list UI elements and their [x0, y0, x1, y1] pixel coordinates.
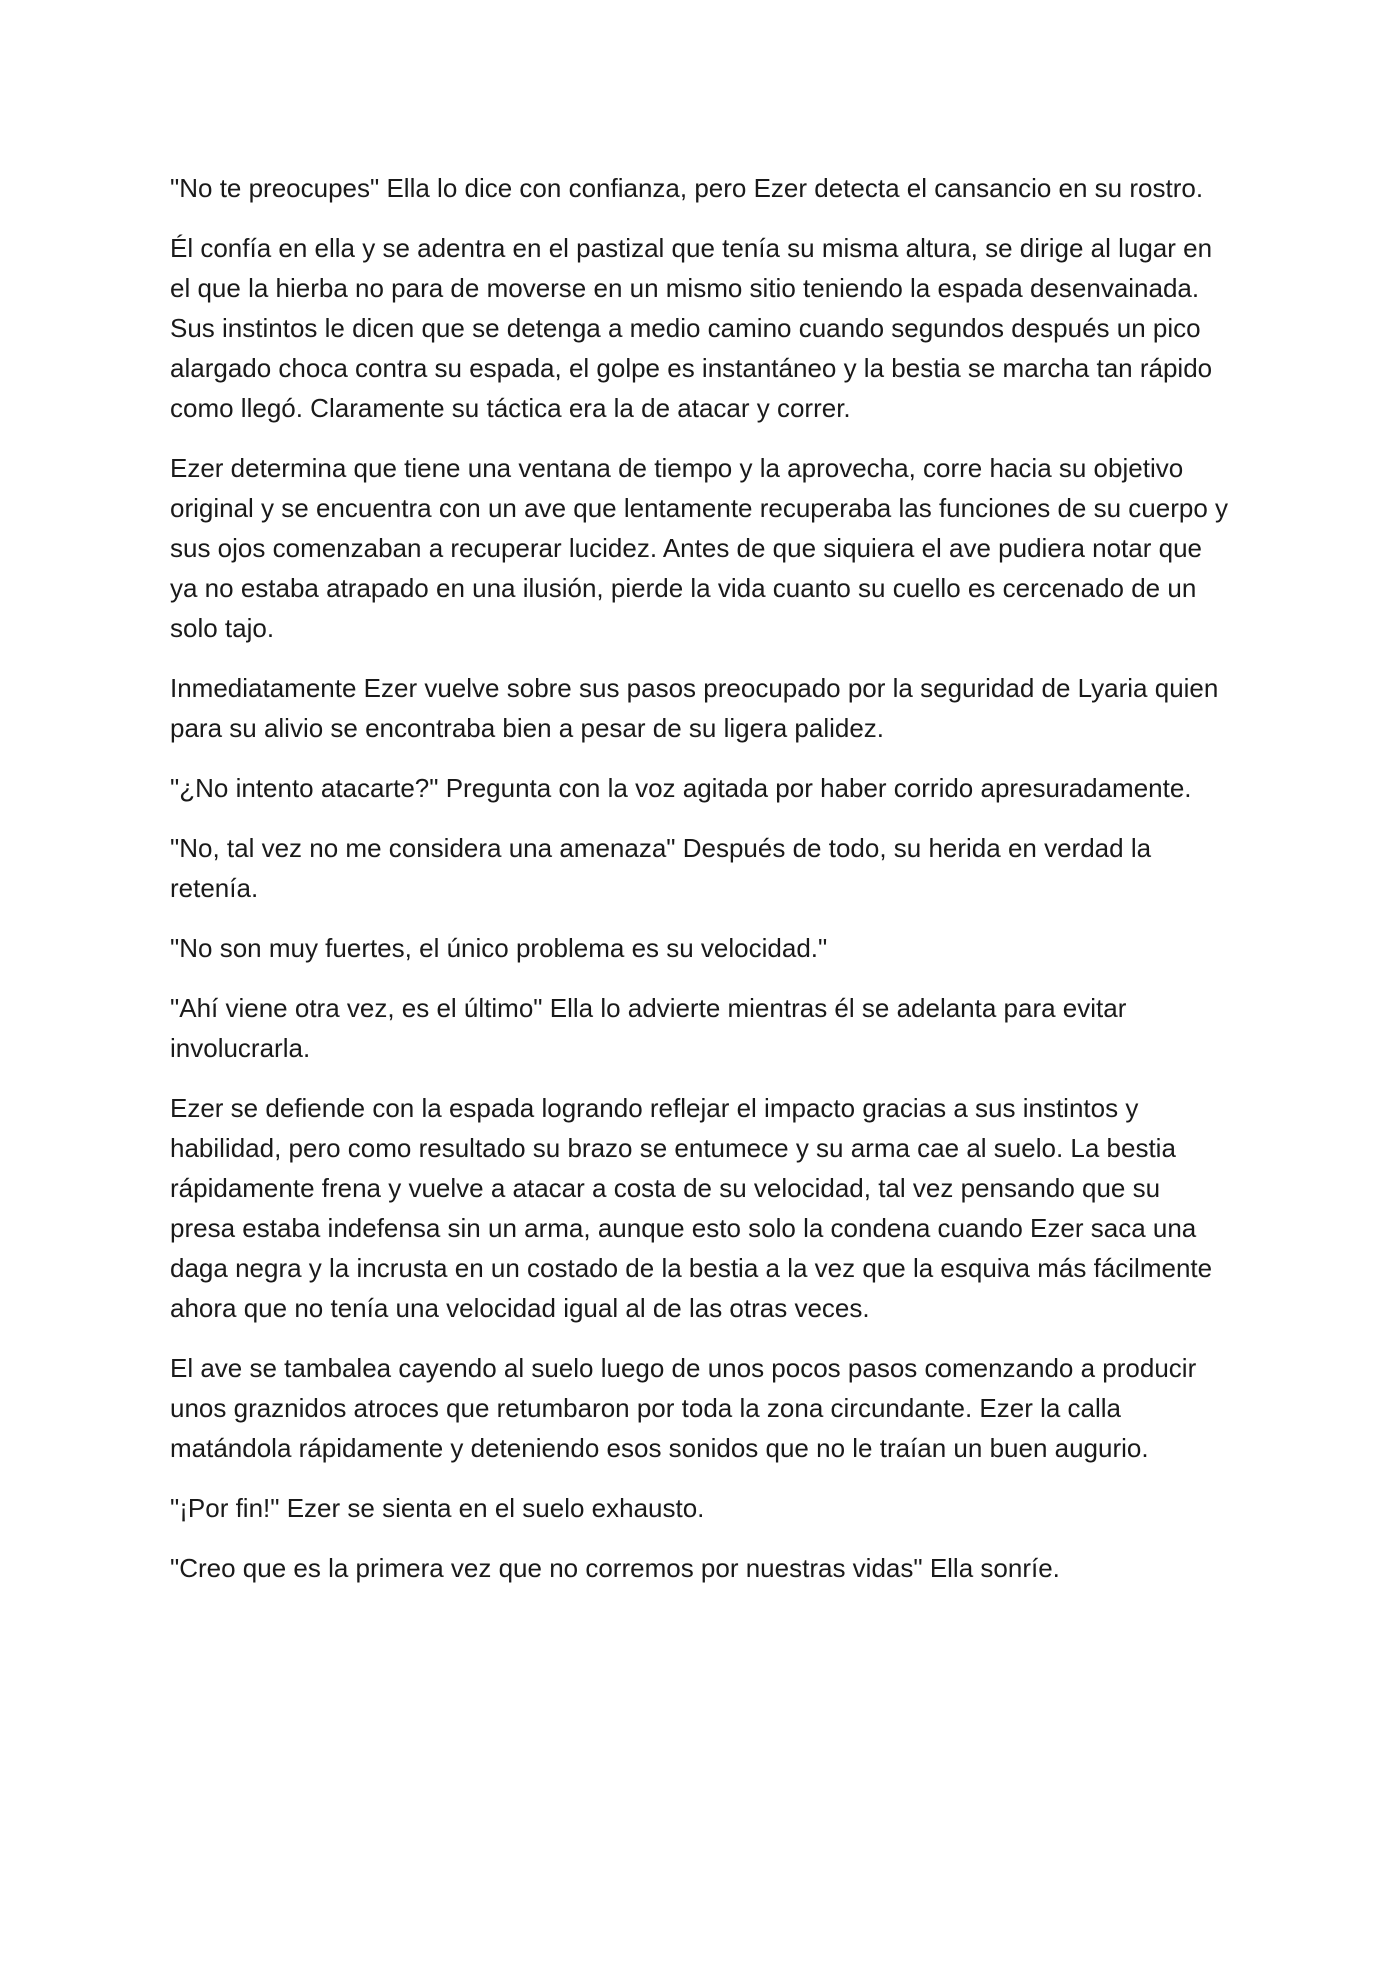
paragraph: "Ahí viene otra vez, es el último" Ella lo advierte mientras él se adelanta para evitar involucrarla. [170, 993, 1127, 1063]
paragraph: "No te preocupes" Ella lo dice con confianza, pero Ezer detecta el cansancio en su rostro. [170, 173, 1204, 203]
paragraph: Ezer determina que tiene una ventana de tiempo y la aprovecha, corre hacia su objetivo original y se encuentra con un ave que lentamente recuperaba las funciones de su cuerpo y sus ojos comenzaban a recuperar lucidez. Antes de que siquiera el ave pudiera notar que ya no estaba atrapado en una ilusión, pierde la vida cuanto su cuello es cercenado de un solo tajo. [170, 453, 1229, 643]
paragraph: "No son muy fuertes, el único problema es su velocidad." [170, 933, 828, 963]
paragraph: El ave se tambalea cayendo al suelo luego de unos pocos pasos comenzando a producir unos graznidos atroces que retumbaron por toda la zona circundante. Ezer la calla matándola rápidamente y deteniendo esos sonidos que no le traían un buen augurio. [170, 1353, 1197, 1463]
paragraph: Ezer se defiende con la espada logrando reflejar el impacto gracias a sus instintos y habilidad, pero como resultado su brazo se entumece y su arma cae al suelo. La bestia rápidamente frena y vuelve a atacar a costa de su velocidad, tal vez pensando que su presa estaba indefensa sin un arma, aunque esto solo la condena cuando Ezer saca una daga negra y la incrusta en un costado de la bestia a la vez que la esquiva más fácilmente ahora que no tenía una velocidad igual al de las otras veces. [170, 1093, 1213, 1323]
paragraph: "¿No intento atacarte?" Pregunta con la voz agitada por haber corrido apresuradamente. [170, 773, 1192, 803]
paragraph: Inmediatamente Ezer vuelve sobre sus pasos preocupado por la seguridad de Lyaria quien para su alivio se encontraba bien a pesar de su ligera palidez. [170, 673, 1219, 743]
paragraph: Él confía en ella y se adentra en el pastizal que tenía su misma altura, se dirige al lugar en el que la hierba no para de moverse en un mismo sitio teniendo la espada desenvainada. Sus instintos le dicen que se detenga a medio camino cuando segundos después un pico alargado choca contra su espada, el golpe es instantáneo y la bestia se marcha tan rápido como llegó. Claramente su táctica era la de atacar y correr. [170, 233, 1213, 423]
paragraph: "Creo que es la primera vez que no corremos por nuestras vidas" Ella sonríe. [170, 1553, 1060, 1583]
paragraph: "¡Por fin!" Ezer se sienta en el suelo exhausto. [170, 1493, 705, 1523]
paragraph: "No, tal vez no me considera una amenaza" Después de todo, su herida en verdad la retenía. [170, 833, 1152, 903]
